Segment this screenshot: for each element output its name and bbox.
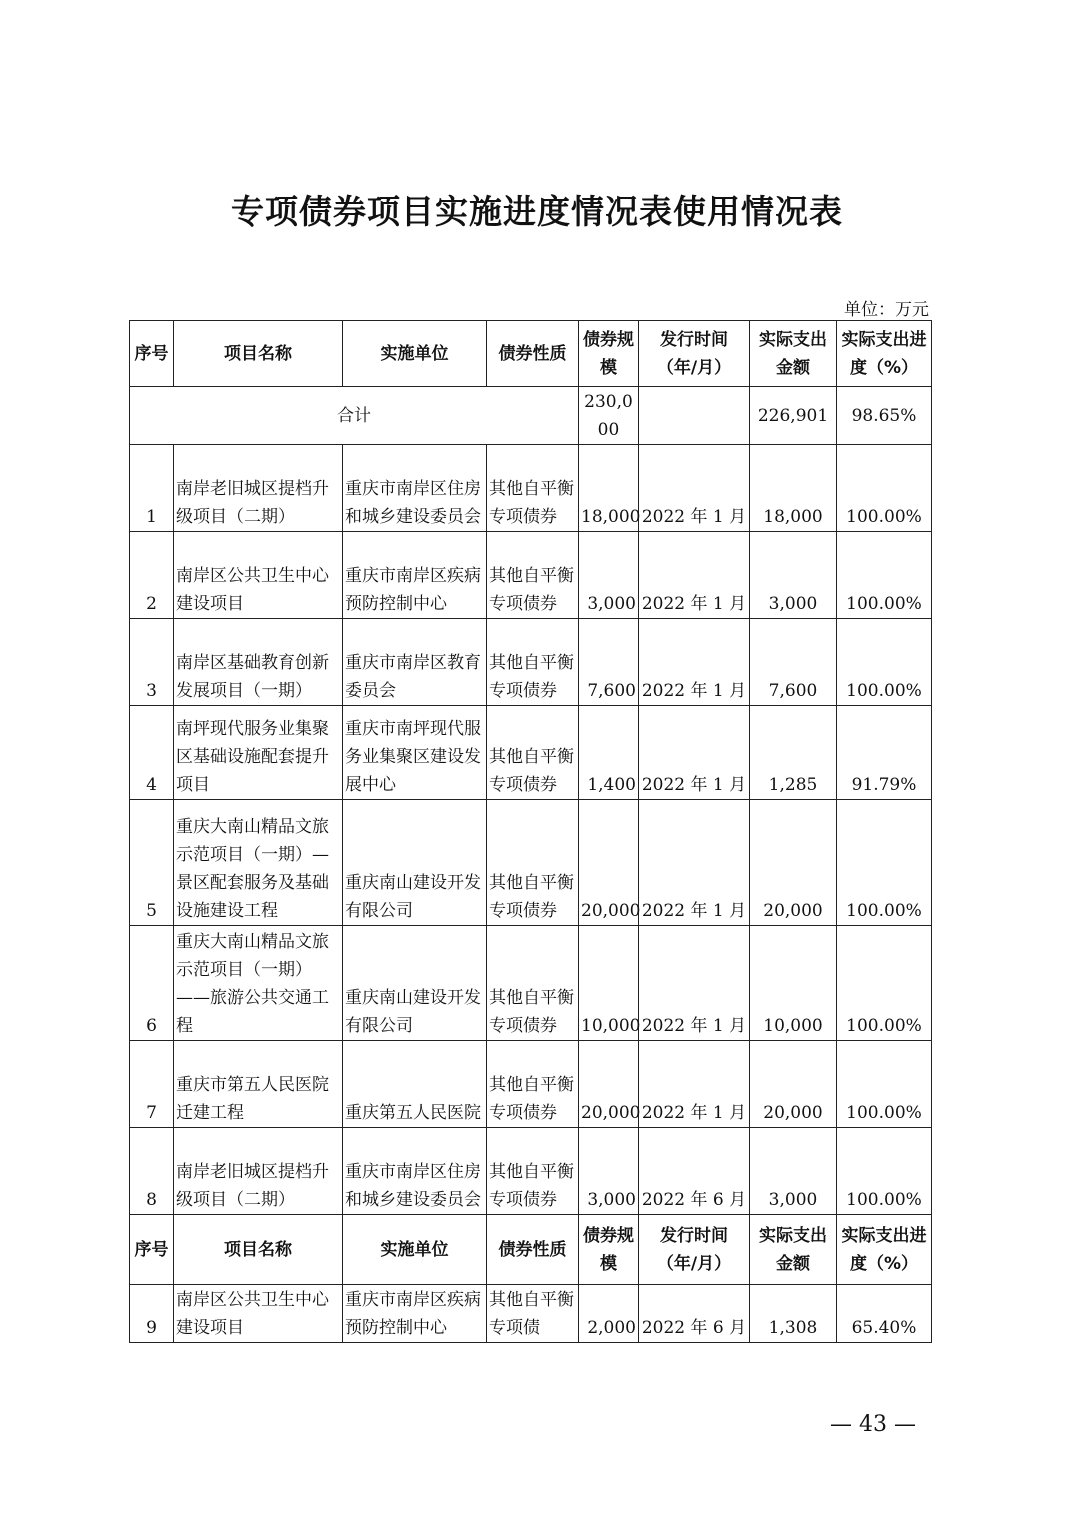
table-row <box>130 445 932 532</box>
header-cell: 债券规模 <box>579 321 639 387</box>
issue-date: 2022 年 6 月 <box>639 1285 750 1343</box>
repeated-header-row <box>130 1215 932 1285</box>
header-cell: 序号 <box>130 321 174 387</box>
issue-date: 2022 年 1 月 <box>639 532 750 619</box>
actual-amount: 20,000 <box>750 1041 837 1128</box>
total-date <box>639 387 750 445</box>
bond-scale: 2,000 <box>579 1285 639 1343</box>
bond-scale: 20,000 <box>579 800 639 926</box>
table-row <box>130 800 932 926</box>
row-number: 6 <box>130 926 174 1041</box>
actual-amount: 7,600 <box>750 619 837 706</box>
table-row <box>130 1128 932 1215</box>
actual-progress: 100.00% <box>837 619 932 706</box>
implementing-unit: 重庆市南坪现代服务业集聚区建设发展中心 <box>343 706 487 800</box>
implementing-unit: 重庆市南岸区住房和城乡建设委员会 <box>343 1128 487 1215</box>
header-cell: 项目名称 <box>174 321 343 387</box>
issue-date: 2022 年 1 月 <box>639 706 750 800</box>
actual-amount: 3,000 <box>750 532 837 619</box>
header-cell: 实际支出进度（%） <box>837 321 932 387</box>
issue-date: 2022 年 1 月 <box>639 445 750 532</box>
bond-type: 其他自平衡专项债券 <box>487 619 579 706</box>
row-number: 5 <box>130 800 174 926</box>
actual-progress: 100.00% <box>837 926 932 1041</box>
header-cell: 债券性质 <box>487 321 579 387</box>
actual-amount: 18,000 <box>750 445 837 532</box>
header-cell: 实际支出金额 <box>750 321 837 387</box>
actual-progress: 100.00% <box>837 1041 932 1128</box>
actual-progress: 100.00% <box>837 1128 932 1215</box>
issue-date: 2022 年 6 月 <box>639 1128 750 1215</box>
issue-date: 2022 年 1 月 <box>639 1041 750 1128</box>
header-cell: 实施单位 <box>343 321 487 387</box>
project-name: 南坪现代服务业集聚区基础设施配套提升项目 <box>174 706 343 800</box>
document-title: 专项债券项目实施进度情况表使用情况表 <box>231 192 843 231</box>
bond-type: 其他自平衡专项债券 <box>487 1128 579 1215</box>
actual-amount: 20,000 <box>750 800 837 926</box>
issue-date: 2022 年 1 月 <box>639 800 750 926</box>
bond-progress-table <box>129 320 932 1343</box>
bond-scale: 7,600 <box>579 619 639 706</box>
bond-scale: 1,400 <box>579 706 639 800</box>
implementing-unit: 重庆市南岸区教育委员会 <box>343 619 487 706</box>
actual-progress: 65.40% <box>837 1285 932 1343</box>
header-cell: 项目名称 <box>174 1215 343 1285</box>
header-cell: 债券规模 <box>579 1215 639 1285</box>
row-number: 4 <box>130 706 174 800</box>
actual-progress: 100.00% <box>837 445 932 532</box>
bond-scale: 18,000 <box>579 445 639 532</box>
actual-progress: 100.00% <box>837 532 932 619</box>
implementing-unit: 重庆市南岸区疾病预防控制中心 <box>343 532 487 619</box>
page-number: — 43 — <box>830 1412 916 1437</box>
table-row <box>130 706 932 800</box>
header-cell: 发行时间（年/月） <box>639 321 750 387</box>
project-name: 南岸老旧城区提档升级项目（二期） <box>174 445 343 532</box>
issue-date: 2022 年 1 月 <box>639 926 750 1041</box>
project-name: 重庆大南山精品文旅示范项目（一期）——旅游公共交通工程 <box>174 926 343 1041</box>
project-name: 重庆市第五人民医院迁建工程 <box>174 1041 343 1128</box>
implementing-unit: 重庆第五人民医院 <box>343 1041 487 1128</box>
header-cell: 实施单位 <box>343 1215 487 1285</box>
total-amount: 226,901 <box>750 387 837 445</box>
table-row <box>130 532 932 619</box>
project-name: 南岸区公共卫生中心建设项目 <box>174 532 343 619</box>
bond-type: 其他自平衡专项债券 <box>487 926 579 1041</box>
bond-scale: 3,000 <box>579 1128 639 1215</box>
total-label: 合计 <box>130 387 579 445</box>
bond-scale: 3,000 <box>579 532 639 619</box>
table-header-row <box>130 321 932 387</box>
row-number: 3 <box>130 619 174 706</box>
bond-scale: 20,000 <box>579 1041 639 1128</box>
actual-amount: 3,000 <box>750 1128 837 1215</box>
bond-type: 其他自平衡专项债券 <box>487 445 579 532</box>
issue-date: 2022 年 1 月 <box>639 619 750 706</box>
row-number: 9 <box>130 1285 174 1343</box>
bond-type: 其他自平衡专项债券 <box>487 532 579 619</box>
bond-type: 其他自平衡专项债 <box>487 1285 579 1343</box>
table-row <box>130 1285 932 1343</box>
actual-amount: 1,285 <box>750 706 837 800</box>
row-number: 2 <box>130 532 174 619</box>
project-name: 南岸区基础教育创新发展项目（一期） <box>174 619 343 706</box>
project-name: 重庆大南山精品文旅示范项目（一期）—景区配套服务及基础设施建设工程 <box>174 800 343 926</box>
header-cell: 实际支出金额 <box>750 1215 837 1285</box>
implementing-unit: 重庆南山建设开发有限公司 <box>343 926 487 1041</box>
row-number: 1 <box>130 445 174 532</box>
project-name: 南岸老旧城区提档升级项目（二期） <box>174 1128 343 1215</box>
bond-scale: 10,000 <box>579 926 639 1041</box>
table-row <box>130 619 932 706</box>
actual-amount: 1,308 <box>750 1285 837 1343</box>
row-number: 8 <box>130 1128 174 1215</box>
actual-progress: 100.00% <box>837 800 932 926</box>
table-row <box>130 926 932 1041</box>
actual-progress: 91.79% <box>837 706 932 800</box>
actual-amount: 10,000 <box>750 926 837 1041</box>
total-row <box>130 387 932 445</box>
header-cell: 发行时间（年/月） <box>639 1215 750 1285</box>
implementing-unit: 重庆市南岸区住房和城乡建设委员会 <box>343 445 487 532</box>
header-cell: 实际支出进度（%） <box>837 1215 932 1285</box>
header-cell: 债券性质 <box>487 1215 579 1285</box>
total-progress: 98.65% <box>837 387 932 445</box>
implementing-unit: 重庆南山建设开发有限公司 <box>343 800 487 926</box>
project-name: 南岸区公共卫生中心建设项目 <box>174 1285 343 1343</box>
total-scale: 230,000 <box>579 387 639 445</box>
bond-type: 其他自平衡专项债券 <box>487 800 579 926</box>
unit-label: 单位：万元 <box>844 300 929 320</box>
implementing-unit: 重庆市南岸区疾病预防控制中心 <box>343 1285 487 1343</box>
table-row <box>130 1041 932 1128</box>
bond-type: 其他自平衡专项债券 <box>487 1041 579 1128</box>
row-number: 7 <box>130 1041 174 1128</box>
bond-type: 其他自平衡专项债券 <box>487 706 579 800</box>
header-cell: 序号 <box>130 1215 174 1285</box>
